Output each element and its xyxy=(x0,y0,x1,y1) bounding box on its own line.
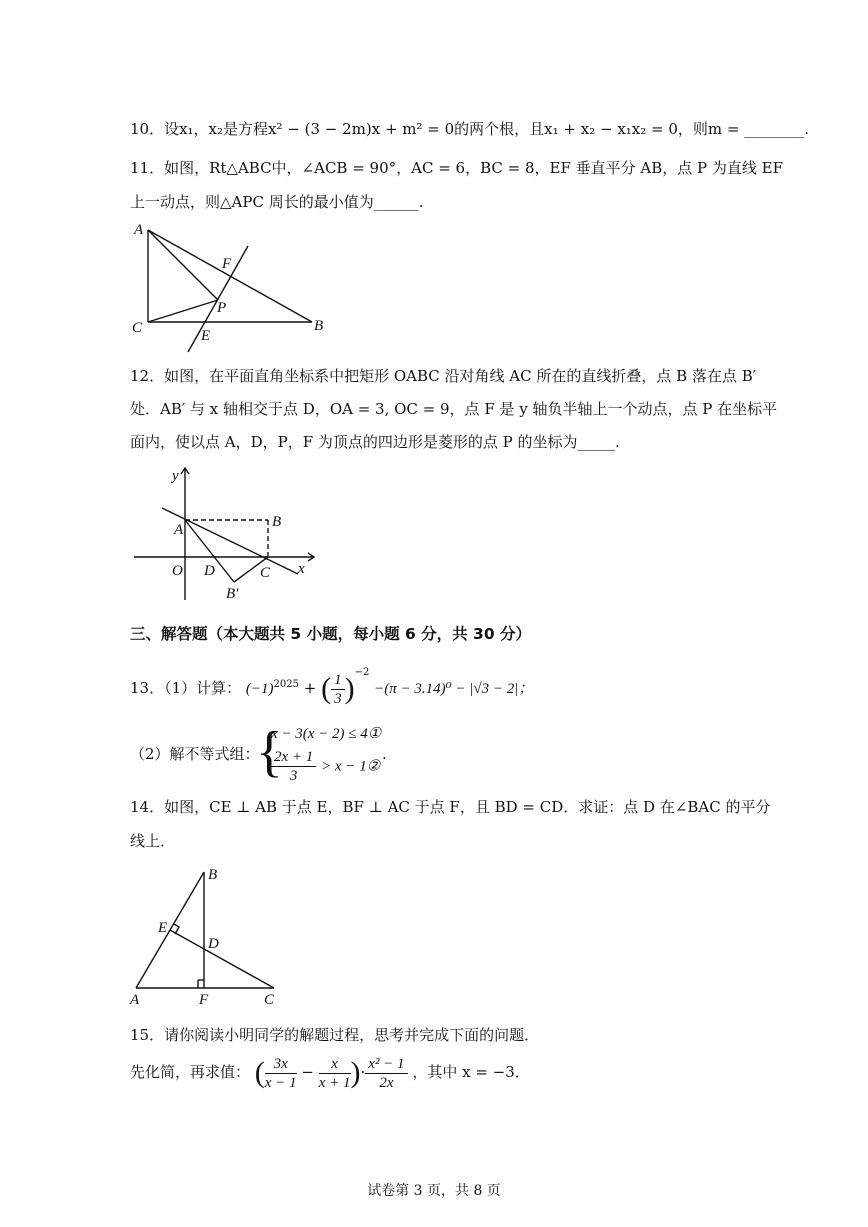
label-f: F xyxy=(222,256,232,272)
label-b: B xyxy=(272,514,282,530)
right-paren: ) xyxy=(344,672,355,705)
q13-frac-numerator: 1 xyxy=(331,671,345,690)
q13-base: (−1) xyxy=(245,681,274,697)
question-10-text: 10．设x₁，x₂是方程x² − (3 − 2m)x + m² = 0的两个根，且x₁ + x₂ − x₁x₂ = 0，则m = ________. xyxy=(130,120,810,138)
q15-f3-denominator: 2x xyxy=(379,1074,394,1091)
segment-ap xyxy=(148,230,218,300)
q15-prefix: 先化简，再求值： xyxy=(130,1063,251,1081)
figure-q14-triangle xyxy=(128,862,288,1010)
left-paren: ( xyxy=(321,672,332,705)
question-13-part-1 xyxy=(130,668,533,708)
q13-end-period: . xyxy=(382,745,387,763)
inequality-2-numerator: 2x + 1 xyxy=(271,748,316,767)
question-10 xyxy=(130,119,809,139)
q15-f3-numerator: x² − 1 xyxy=(365,1055,407,1074)
question-15-line-2 xyxy=(130,1052,530,1092)
segment-ec xyxy=(170,930,274,988)
label-e: E xyxy=(201,328,211,344)
question-11-line-1: 11．如图，Rt△ABC中，∠ACB = 90°，AC = 6，BC = 8，EF 垂直平分 AB，点 P 为直线 EF xyxy=(130,159,784,177)
label-p: P xyxy=(217,300,227,316)
q15-f2-numerator: x xyxy=(319,1055,351,1074)
q13-exp1: 2025 xyxy=(273,679,299,690)
question-14-line-2: 线上． xyxy=(130,832,176,850)
inequality-2 xyxy=(271,748,380,785)
label-c: C xyxy=(260,565,271,581)
question-14-line-1: 14．如图，CE ⊥ AB 于点 E，BF ⊥ AC 于点 F，且 BD = CD．求证：点 D 在∠BAC 的平分 xyxy=(130,798,771,816)
line-ef xyxy=(188,246,248,352)
inequality-2-denominator: 3 xyxy=(289,768,298,784)
question-12-line-1: 12．如图，在平面直角坐标系中把矩形 OABC 沿对角线 AC 所在的直线折叠，点 B 落在点 B′ xyxy=(130,367,757,385)
segment-ab xyxy=(148,230,312,322)
inequality-1: x − 3(x − 2) ≤ 4① xyxy=(271,726,382,742)
label-x: x xyxy=(298,561,305,577)
inequality-2-rest: > x − 1② xyxy=(321,758,381,775)
q13-exp2: −2 xyxy=(354,667,370,678)
label-e: E xyxy=(158,920,168,936)
q15-f2-denominator: x + 1 xyxy=(318,1074,351,1091)
label-d: D xyxy=(204,563,215,579)
system-brace: { xyxy=(256,721,283,783)
q15-fraction-2 xyxy=(319,1055,351,1092)
q13-part1-label: 13．（1）计算： xyxy=(130,679,242,697)
label-f: F xyxy=(199,992,209,1008)
question-13-part-2-label: （2）解不等式组： xyxy=(130,745,260,763)
label-b: B xyxy=(314,318,324,334)
label-a: A xyxy=(130,992,140,1008)
q13-plus: + xyxy=(303,679,317,697)
label-b-prime: B′ xyxy=(226,586,239,602)
q15-minus: − xyxy=(301,1063,314,1081)
label-a: A xyxy=(174,522,184,538)
q15-f1-numerator: 3x xyxy=(265,1055,297,1074)
label-c: C xyxy=(132,320,143,336)
right-paren: ) xyxy=(350,1056,361,1089)
q15-fraction-1 xyxy=(265,1055,297,1092)
question-15-line-1: 15．请你阅读小明同学的解题过程，思考并完成下面的问题． xyxy=(130,1026,540,1044)
q13-fraction xyxy=(331,671,345,708)
q13-frac-denominator: 3 xyxy=(334,690,342,707)
question-12-line-2: 处．AB′ 与 x 轴相交于点 D，OA = 3, OC = 9，点 F 是 y 轴负半轴上一个动点，点 P 在坐标平 xyxy=(130,400,778,418)
q15-suffix: ，其中 x = −3． xyxy=(412,1063,530,1081)
q13-rest: −(π − 3.14)⁰ − |√3 − 2|； xyxy=(374,681,534,697)
figure-q12-coordinate xyxy=(130,462,320,604)
label-b: B xyxy=(208,867,218,883)
label-d: D xyxy=(208,936,219,952)
label-y: y xyxy=(172,468,179,484)
inequality-2-fraction xyxy=(271,748,316,785)
section-3-heading: 三、解答题（本大题共 5 小题，每小题 6 分，共 30 分） xyxy=(130,625,532,643)
q15-fraction-3 xyxy=(365,1055,407,1092)
q15-dot: · xyxy=(360,1063,366,1081)
question-12-line-3: 面内，使以点 A，D，P，F 为顶点的四边形是菱形的点 P 的坐标为_____. xyxy=(130,433,620,451)
figure-q11-triangle xyxy=(130,218,340,353)
label-o: O xyxy=(172,563,183,579)
label-c: C xyxy=(264,992,275,1008)
q15-f1-denominator: x − 1 xyxy=(264,1074,297,1091)
label-a: A xyxy=(134,222,144,238)
left-paren: ( xyxy=(254,1056,265,1089)
question-11-line-2: 上一动点，则△APC 周长的最小值为______. xyxy=(130,193,424,211)
page-footer: 试卷第 3 页，共 8 页 xyxy=(367,1183,501,1199)
